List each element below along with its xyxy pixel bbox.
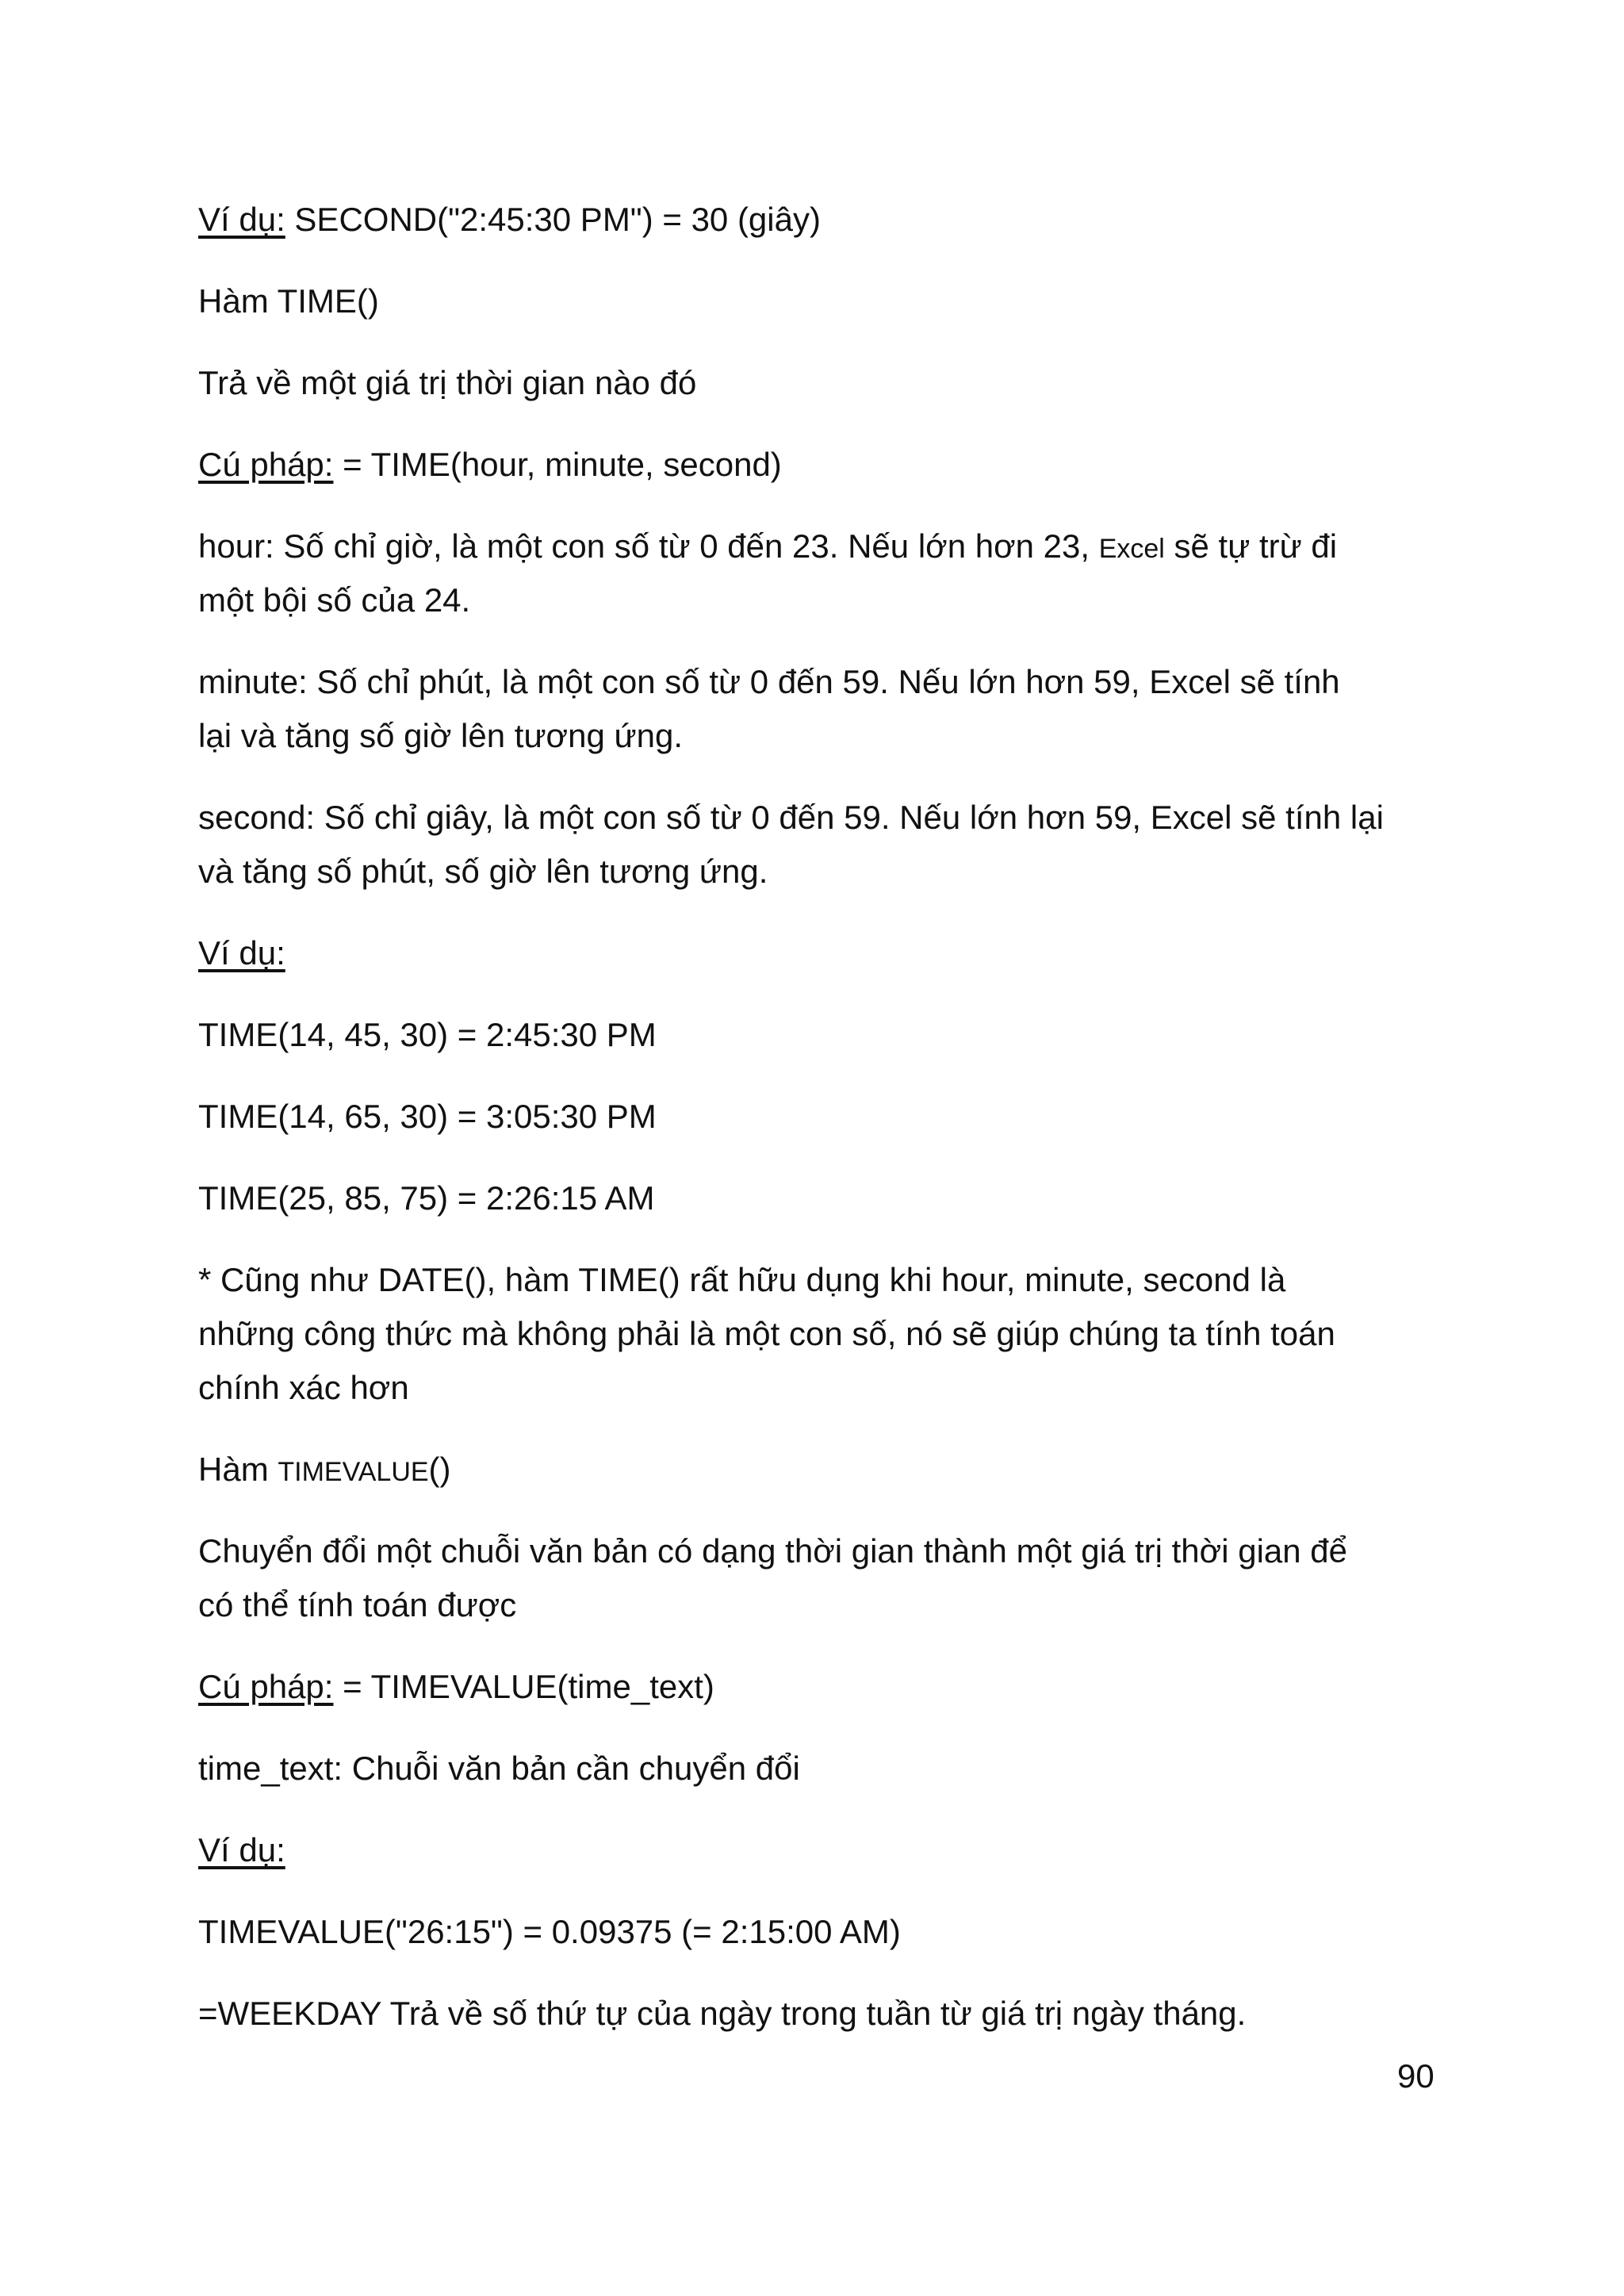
excel-small-text: Excel [1098, 534, 1165, 564]
timevalue-syntax-text: = TIMEVALUE(time_text) [333, 1668, 714, 1705]
example-second-text: SECOND("2:45:30 PM") = 30 (giây) [285, 201, 821, 238]
timevalue-description-line-1: Chuyển đổi một chuỗi văn bản có dạng thời gian thành một giá trị thời gian để [198, 1532, 1347, 1570]
syntax-label: Cú pháp: [198, 446, 334, 483]
hour-param-line-2: một bội số của 24. [198, 581, 471, 619]
example-heading-2 [198, 1831, 285, 1869]
time-note-line-3: chính xác hơn [198, 1369, 409, 1406]
heading-prefix: Hàm [198, 1451, 278, 1488]
minute-param-line-1: minute: Số chỉ phút, là một con số từ 0 đến 59. Nếu lớn hơn 59, Excel sẽ tính [198, 663, 1340, 700]
time-note-line-2: những công thức mà không phải là một con số, nó sẽ giúp chúng ta tính toán [198, 1315, 1335, 1352]
time-function-heading: Hàm TIME() [198, 282, 379, 320]
timevalue-example: TIMEVALUE("26:15") = 0.09375 (= 2:15:00 AM) [198, 1913, 901, 1950]
weekday-line: =WEEKDAY Trả về số thứ tự của ngày trong tuần từ giá trị ngày tháng. [198, 1995, 1247, 2032]
second-param-line-2: và tăng số phút, số giờ lên tương ứng. [198, 853, 768, 890]
minute-param-line-2: lại và tăng số giờ lên tương ứng. [198, 717, 683, 754]
time-example-3: TIME(25, 85, 75) = 2:26:15 AM [198, 1179, 655, 1217]
time-text-param: time_text: Chuỗi văn bản cần chuyển đổi [198, 1750, 800, 1787]
hour-param-text: hour: Số chỉ giờ, là một con số từ 0 đến 23. Nếu lớn hơn 23, [198, 527, 1099, 565]
hour-param-text-end: sẽ tự trừ đi [1164, 527, 1338, 565]
time-syntax-line [198, 446, 782, 484]
timevalue-syntax-line [198, 1668, 714, 1706]
time-example-2: TIME(14, 65, 30) = 3:05:30 PM [198, 1098, 657, 1135]
timevalue-small-text: TIMEVALUE [278, 1457, 429, 1487]
page-number: 90 [1397, 2057, 1434, 2095]
timevalue-heading [198, 1451, 451, 1491]
example-label: Ví dụ: [198, 201, 285, 238]
example-label: Ví dụ: [198, 1831, 285, 1869]
example-heading [198, 934, 285, 972]
timevalue-description-line-2: có thể tính toán được [198, 1586, 517, 1623]
time-function-description: Trả về một giá trị thời gian nào đó [198, 364, 697, 401]
syntax-label: Cú pháp: [198, 1668, 334, 1705]
time-syntax-text: = TIME(hour, minute, second) [333, 446, 782, 483]
second-param-line-1: second: Số chỉ giây, là một con số từ 0 đến 59. Nếu lớn hơn 59, Excel sẽ tính lại [198, 799, 1384, 836]
time-note-line-1: * Cũng như DATE(), hàm TIME() rất hữu dụng khi hour, minute, second là [198, 1261, 1286, 1298]
example-label: Ví dụ: [198, 934, 285, 972]
heading-suffix: () [428, 1451, 451, 1488]
hour-param-line-1 [198, 527, 1337, 568]
example-second-line [198, 201, 821, 239]
time-example-1: TIME(14, 45, 30) = 2:45:30 PM [198, 1016, 657, 1053]
